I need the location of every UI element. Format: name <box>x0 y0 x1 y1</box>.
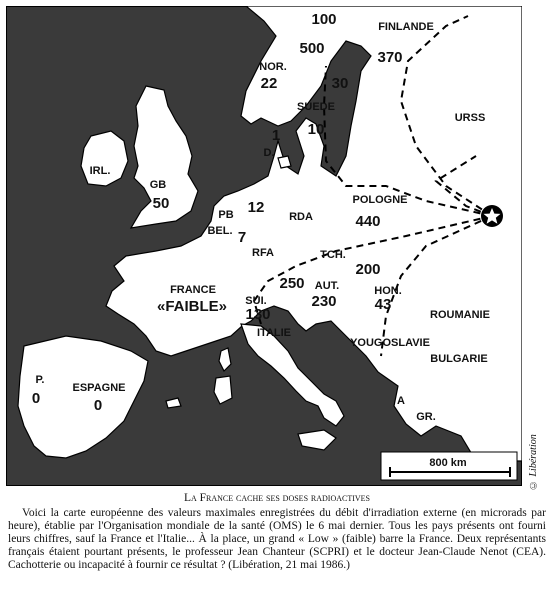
scale-label: 800 km <box>429 457 467 469</box>
label-sui: SUI. <box>245 295 267 307</box>
label-aut: AUT. <box>314 280 340 292</box>
value-nor: 22 <box>260 75 278 92</box>
value-p: 0 <box>31 390 41 407</box>
value-12: 12 <box>247 199 265 216</box>
label-bel: BEL. <box>207 225 233 237</box>
value-aut: 230 <box>311 293 337 310</box>
value-espagne: 0 <box>93 397 103 414</box>
label-p: P. <box>35 374 45 386</box>
label-rfa: RFA <box>252 247 274 259</box>
value-tch: 200 <box>355 261 381 278</box>
value-gb: 50 <box>152 195 170 212</box>
label-espagne: ESPAGNE <box>72 382 126 394</box>
label-yougoslavie: YOUGOSLAVIE <box>350 337 430 349</box>
label-nor: NOR. <box>259 61 287 73</box>
value-1: 1 <box>271 127 281 144</box>
label-rda: RDA <box>289 211 313 223</box>
label-pb: PB <box>218 209 234 221</box>
danish-islands <box>278 156 291 168</box>
value-suede: 10 <box>307 121 325 138</box>
label-italie: ITALIE <box>256 327 292 339</box>
label-bulgarie: BULGARIE <box>430 353 488 365</box>
europe-map <box>6 6 522 486</box>
label-roumanie: ROUMANIE <box>430 309 490 321</box>
value-sui: 130 <box>245 306 271 323</box>
value-finlande: 370 <box>377 49 403 66</box>
value-pologne: 440 <box>355 213 381 230</box>
value-7: 7 <box>237 229 247 246</box>
label-d: D. <box>263 147 275 159</box>
label-tch: TCH. <box>320 249 346 261</box>
value-500: 500 <box>299 40 325 57</box>
value-hon: 43 <box>374 296 392 313</box>
label-france: FRANCE <box>170 284 216 296</box>
label-finlande: FINLANDE <box>378 21 434 33</box>
caption-body: Voici la carte européenne des valeurs maximales enregistrées du débit d'irradiation externe (en microrads par heure), établie par l'Organisation mondiale de la santé (OMS) le 6 mai dernier. Tous les pays présents ont fourni leurs chiffres, sauf la France et l'Italie... À la place, un grand « Low » (faible) barre la France. Deux représentants français étaient pourtant présents, le professeur Jean Chanteur (SCPRI) et le docteur Jean-Claude Nenot (CEA). Cachotterie ou incapacité à fournir ce résultat ? (Libération, 21 mai 1986.) <box>8 507 546 571</box>
value-france: «FAIBLE» <box>156 298 228 315</box>
label-hon: HON. <box>374 285 402 297</box>
label-irl: IRL. <box>89 165 111 177</box>
label-gr: GR. <box>416 411 436 423</box>
chernobyl-star-icon <box>481 205 503 227</box>
map-svg <box>6 6 522 486</box>
label-urss: URSS <box>454 112 486 124</box>
caption <box>8 492 546 572</box>
caption-title: La France cache ses doses radioactives <box>183 492 371 504</box>
label-suede: SUEDE <box>297 101 335 113</box>
value-100: 100 <box>311 11 337 28</box>
photo-credit: © Libération <box>528 434 539 490</box>
label-a: A <box>397 395 405 407</box>
label-pologne: POLOGNE <box>352 194 408 206</box>
value-250: 250 <box>279 275 305 292</box>
label-gb: GB <box>149 179 167 191</box>
value-30: 30 <box>331 75 349 92</box>
